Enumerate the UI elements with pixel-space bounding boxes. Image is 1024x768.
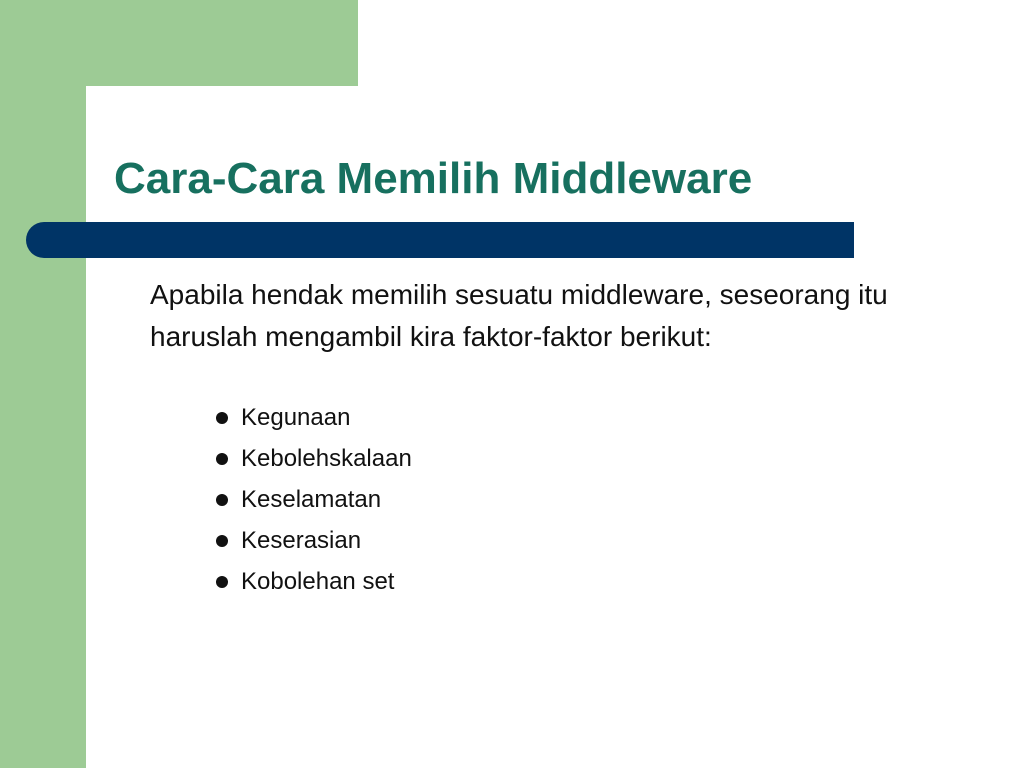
bullet-dot-icon — [216, 576, 228, 588]
bullet-dot-icon — [216, 535, 228, 547]
title-underline-bar — [26, 222, 854, 258]
bullet-dot-icon — [216, 412, 228, 424]
list-item-label: Kobolehan set — [241, 568, 395, 595]
bullet-dot-icon — [216, 494, 228, 506]
list-item-label: Kebolehskalaan — [241, 445, 412, 472]
left-green-strip — [0, 0, 86, 768]
list-item-label: Keserasian — [241, 527, 362, 554]
list-item-label: Keselamatan — [241, 486, 382, 513]
list-item — [214, 479, 412, 520]
factor-list — [214, 397, 412, 602]
slide-title: Cara-Cara Memilih Middleware — [114, 154, 753, 203]
list-item-label: Kegunaan — [241, 404, 351, 431]
list-item — [214, 561, 412, 602]
intro-paragraph: Apabila hendak memilih sesuatu middleware, seseorang itu haruslah mengambil kira faktor-faktor berikut: — [150, 279, 888, 352]
list-item — [214, 438, 412, 479]
list-item — [214, 397, 412, 438]
bullet-dot-icon — [216, 453, 228, 465]
top-green-block — [0, 0, 358, 86]
list-item — [214, 520, 412, 561]
